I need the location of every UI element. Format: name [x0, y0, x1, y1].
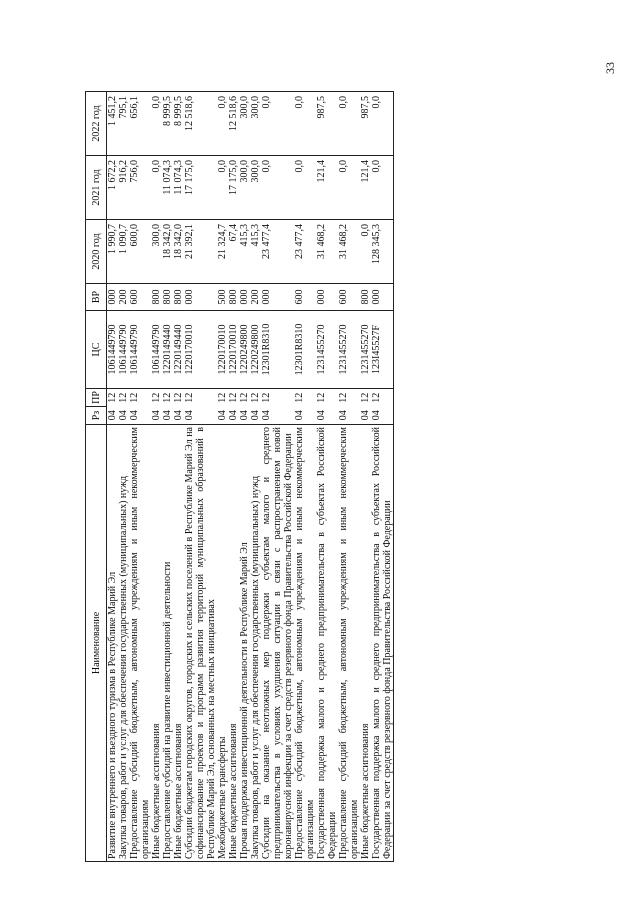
row-pr: 12 [228, 389, 239, 407]
row-vr: 200 [250, 284, 261, 311]
row-vr: 500 [217, 284, 228, 311]
row-pr: 12 [261, 389, 294, 407]
row-2021: 121,4 [360, 156, 371, 220]
row-2020: 600,0 [129, 220, 151, 284]
header-2021: 2021 год [86, 156, 107, 220]
row-2022: 987,5 [360, 92, 371, 156]
row-2021: 17 175,0 [228, 156, 239, 220]
row-vr: 800 [162, 284, 173, 311]
row-2020: 1 090,7 [118, 220, 129, 284]
row-cs: 12301R8310 [294, 311, 316, 389]
row-2022: 656,1 [129, 92, 151, 156]
row-rz: 04 [118, 410, 129, 421]
row-rz: 04 [294, 410, 305, 421]
row-rz: 04 [239, 410, 250, 421]
row-2020: 23 477,4 [294, 220, 316, 284]
row-cs: 1231455270 [316, 311, 338, 389]
row-cs: 1061449790 [129, 311, 151, 389]
row-name: Предоставление субсидий бюджетным, автономным учреждениям и иным некоммерческим организациям [294, 425, 316, 862]
table-row [360, 92, 371, 862]
table-row [118, 92, 129, 862]
row-cs: 1231455270 [338, 311, 360, 389]
table-row [316, 92, 338, 862]
row-vr: 800 [151, 284, 162, 311]
row-cs: 1220170010 [184, 311, 217, 389]
row-2022: 12 518,6 [184, 92, 217, 156]
budget-table-sheet [85, 92, 600, 862]
row-pr: 12 [107, 389, 119, 407]
row-2020: 31 468,2 [316, 220, 338, 284]
row-2021: 0,0 [151, 156, 162, 220]
table-row [129, 92, 151, 862]
row-name: Государственная поддержка малого и среднего предпринимательства в субъектах Российской Федерации за счет средств резервного фонда Правительства Российской Федерации [371, 425, 394, 862]
row-vr: 000 [371, 284, 394, 311]
table-row [294, 92, 316, 862]
row-2021: 756,0 [129, 156, 151, 220]
row-pr: 12 [316, 389, 338, 407]
header-2022: 2022 год [86, 92, 107, 156]
table-row [371, 92, 394, 862]
table-row [173, 92, 184, 862]
row-name: Иные бюджетные ассигнования [151, 425, 162, 862]
row-2021: 0,0 [261, 156, 294, 220]
row-2020: 31 468,2 [338, 220, 360, 284]
row-name: Предоставление субсидий на развитие инвестиционной деятельности [162, 425, 173, 862]
row-rz: 04 [360, 410, 371, 421]
page-number: 33 [603, 62, 617, 74]
row-cs: 123I45527F [371, 311, 394, 389]
row-rz: 04 [261, 410, 272, 421]
row-name: Межбюджетные трансферты [217, 425, 228, 862]
row-2020: 18 342,0 [162, 220, 173, 284]
header-cs: ЦС [86, 311, 107, 389]
row-cs: 1061449790 [151, 311, 162, 389]
row-2021: 11 074,3 [162, 156, 173, 220]
row-rz: 04 [107, 410, 118, 421]
row-cs: 12301R8310 [261, 311, 294, 389]
row-2022: 0,0 [151, 92, 162, 156]
table-row [151, 92, 162, 862]
row-name: Закупка товаров, работ и услуг для обеспечения государственных (муниципальных) нужд [118, 425, 129, 862]
row-name: Развитие внутреннего и въездного туризма в Республике Марий Эл [107, 425, 119, 862]
row-2021: 300,0 [239, 156, 250, 220]
row-2021: 0,0 [338, 156, 360, 220]
row-rz: 04 [151, 410, 162, 421]
row-pr: 12 [173, 389, 184, 407]
row-rz: 04 [173, 410, 184, 421]
row-rz: 04 [228, 410, 239, 421]
row-vr: 000 [239, 284, 250, 311]
row-cs: 1220249800 [239, 311, 250, 389]
header-2020: 2020 год [86, 220, 107, 284]
row-2020: 415,3 [239, 220, 250, 284]
row-name: Субсидии бюджетам городских округов, городских и сельских поселений в Республике Марий Эл на софинансирование проектов и программ развития территорий муниципальных образований в Республике Марий Эл, основанных на местных инициативах [184, 425, 217, 862]
table-row [162, 92, 173, 862]
row-2022: 12 518,6 [228, 92, 239, 156]
row-2022: 300,0 [239, 92, 250, 156]
row-2021: 0,0 [371, 156, 394, 220]
row-2021: 0,0 [294, 156, 316, 220]
budget-table [85, 91, 394, 862]
row-pr: 12 [250, 389, 261, 407]
header-name: Наименование [86, 425, 107, 862]
row-pr: 12 [360, 389, 371, 407]
row-2022: 0,0 [261, 92, 294, 156]
row-name: Закупка товаров, работ и услуг для обеспечения государственных (муниципальных) нужд [250, 425, 261, 862]
row-pr: 12 [371, 389, 394, 407]
row-pr: 12 [129, 389, 151, 407]
table-row [250, 92, 261, 862]
row-pr: 12 [184, 389, 217, 407]
row-vr: 000 [107, 284, 119, 311]
table-row [217, 92, 228, 862]
row-pr: 12 [162, 389, 173, 407]
row-2022: 987,5 [316, 92, 338, 156]
row-2020: 415,3 [250, 220, 261, 284]
row-vr: 600 [294, 284, 316, 311]
row-2020: 1 990,7 [107, 220, 119, 284]
row-2020: 18 342,0 [173, 220, 184, 284]
table-row [239, 92, 250, 862]
row-name: Иные бюджетные ассигнования [228, 425, 239, 862]
row-2021: 0,0 [217, 156, 228, 220]
row-name: Предоставление субсидий бюджетным, автономным учреждениям и иным некоммерческим организациям [338, 425, 360, 862]
row-name: Государственная поддержка малого и среднего предпринимательства в субъектах Российской Федерации [316, 425, 338, 862]
table-header-row [86, 92, 107, 862]
row-2021: 1 672,2 [107, 156, 119, 220]
row-2022: 0,0 [338, 92, 360, 156]
row-2022: 0,0 [371, 92, 394, 156]
row-2022: 1 451,2 [107, 92, 119, 156]
row-vr: 600 [338, 284, 360, 311]
row-cs: 1220170010 [217, 311, 228, 389]
row-2022: 795,1 [118, 92, 129, 156]
row-2020: 21 392,1 [184, 220, 217, 284]
row-name: Субсидии на оказание неотложных мер поддержки субъектам малого и среднего предпринимательства в условиях ухудшения ситуации в связи с распространением новой коронавирусной инфекции за счет средств резервного фонда Правительства Российской Федерации [261, 425, 294, 862]
table-row [338, 92, 360, 862]
row-rz: 04 [338, 410, 349, 421]
row-2020: 0,0 [360, 220, 371, 284]
header-vr: ВР [86, 284, 107, 311]
table-row [184, 92, 217, 862]
row-cs: 1220149440 [162, 311, 173, 389]
row-name: Прочая поддержка инвестиционной деятельности в Республике Марий Эл [239, 425, 250, 862]
row-rz: 04 [250, 410, 261, 421]
row-2022: 8 999,5 [173, 92, 184, 156]
row-2020: 300,0 [151, 220, 162, 284]
row-pr: 12 [239, 389, 250, 407]
row-vr: 800 [228, 284, 239, 311]
row-vr: 200 [118, 284, 129, 311]
row-2021: 11 074,3 [173, 156, 184, 220]
row-2020: 128 345,3 [371, 220, 394, 284]
row-vr: 000 [316, 284, 338, 311]
row-2020: 21 324,7 [217, 220, 228, 284]
header-pr: ПР [86, 389, 107, 407]
row-cs: 1220149440 [173, 311, 184, 389]
row-2021: 121,4 [316, 156, 338, 220]
header-rz: Рз [86, 407, 107, 425]
row-pr: 12 [118, 389, 129, 407]
row-2022: 300,0 [250, 92, 261, 156]
row-2022: 0,0 [294, 92, 316, 156]
row-vr: 000 [261, 284, 294, 311]
row-2020: 67,4 [228, 220, 239, 284]
row-cs: 1061449790 [107, 311, 119, 389]
row-rz: 04 [217, 410, 228, 421]
row-pr: 12 [217, 389, 228, 407]
row-cs: 1061449790 [118, 311, 129, 389]
row-pr: 12 [151, 389, 162, 407]
row-2020: 23 477,4 [261, 220, 294, 284]
row-cs: 1220170010 [228, 311, 239, 389]
table-row [107, 92, 119, 862]
row-rz: 04 [184, 410, 195, 421]
row-rz: 04 [371, 407, 394, 425]
row-2022: 8 999,5 [162, 92, 173, 156]
row-vr: 800 [360, 284, 371, 311]
row-vr: 600 [129, 284, 151, 311]
row-vr: 000 [184, 284, 217, 311]
row-2021: 17 175,0 [184, 156, 217, 220]
table-row [261, 92, 294, 862]
row-rz: 04 [316, 410, 327, 421]
row-2021: 300,0 [250, 156, 261, 220]
row-2021: 916,2 [118, 156, 129, 220]
row-cs: 1231455270 [360, 311, 371, 389]
row-pr: 12 [338, 389, 360, 407]
row-2022: 0,0 [217, 92, 228, 156]
row-pr: 12 [294, 389, 316, 407]
table-row [228, 92, 239, 862]
row-rz: 04 [129, 410, 140, 421]
row-name: Иные бюджетные ассигнования [360, 425, 371, 862]
row-name: Иные бюджетные ассигнования [173, 425, 184, 862]
row-cs: 1220249800 [250, 311, 261, 389]
row-name: Предоставление субсидий бюджетным, автономным учреждениям и иным некоммерческим организациям [129, 425, 151, 862]
row-vr: 800 [173, 284, 184, 311]
row-rz: 04 [162, 410, 173, 421]
